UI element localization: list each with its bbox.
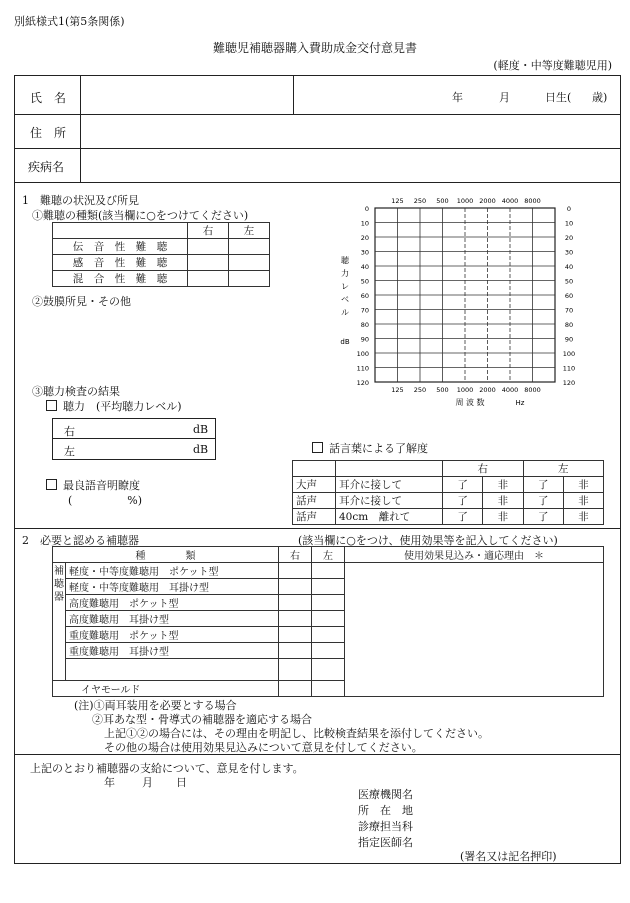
speech-understanding-label: 話言葉による了解度: [312, 440, 428, 456]
table-row: 大声 耳介に接して 了 非 了 非: [293, 477, 604, 493]
freq-tick-label: 2000: [479, 386, 496, 394]
aid-right-cell[interactable]: [279, 579, 312, 595]
aid-left-cell[interactable]: [312, 627, 345, 643]
db-tick-label: 90: [564, 335, 574, 344]
freq-tick-label: 1000: [456, 386, 474, 394]
hearing-level-checkbox[interactable]: [46, 400, 57, 411]
table-row: イヤモールド: [53, 681, 604, 697]
xlabel: 周 波 数: [455, 398, 485, 407]
ylabel-char: レ: [341, 282, 349, 291]
page-title: 難聴児補聴器購入費助成金交付意見書: [212, 41, 417, 55]
disease-label: 疾病名: [28, 160, 65, 174]
aid-right-cell[interactable]: [279, 595, 312, 611]
subtitle: (軽度・中等度難聴児用): [493, 59, 612, 72]
footer-statement: 上記のとおり補聴器の支給について、意見を付します。: [30, 762, 304, 775]
section2-instruction: (該当欄に○をつけ、使用効果等を記入してください): [298, 534, 558, 547]
ylabel-char: ル: [341, 308, 349, 317]
db-tick-label: 50: [360, 277, 369, 286]
hearing-right-label: 右: [64, 425, 75, 438]
freq-tick-label: 125: [391, 386, 404, 394]
note-2: ②耳あな型・骨導式の補聴器を適応する場合: [92, 713, 312, 726]
earmold-left-cell[interactable]: [312, 681, 345, 697]
section2-heading: 2 必要と認める補聴器: [22, 534, 139, 547]
db-tick-label: 70: [564, 306, 574, 315]
birth-year-label: 年: [452, 91, 463, 104]
note-3: 上記①②の場合には、その理由を明記し、比較検査結果を添付してください。: [104, 727, 489, 740]
aid-right-cell[interactable]: [279, 627, 312, 643]
ylabel-char: ベ: [341, 295, 349, 304]
aid-left-cell[interactable]: [312, 579, 345, 595]
form-code: 別紙様式1(第5条関係): [14, 15, 125, 28]
hearing-type-table: 右 左 伝 音 性 難 聴 感 音 性 難 聴 混 合 性 難 聴: [52, 222, 270, 287]
type-right-cell[interactable]: [188, 239, 229, 255]
footer-year: 年: [104, 776, 115, 789]
address-label: 住 所: [30, 126, 67, 140]
db-tick-label: 10: [564, 219, 574, 228]
hearing-left-db: dB: [193, 443, 209, 456]
note-1: (注)①両耳装用を必要とする場合: [74, 699, 237, 712]
db-tick-label: 100: [562, 350, 576, 358]
table-row: 重度難聴用 耳掛け型: [53, 643, 604, 659]
type-right-cell[interactable]: [188, 271, 229, 287]
disease-field[interactable]: [84, 151, 614, 179]
group-label: 補聴器: [53, 563, 66, 681]
db-tick-label: 70: [360, 306, 369, 315]
department-label: 診療担当科: [358, 820, 413, 833]
aid-left-cell[interactable]: [312, 563, 345, 579]
table-row: 補聴器 軽度・中等度難聴用 ポケット型: [53, 563, 604, 579]
type-left-cell[interactable]: [229, 239, 270, 255]
db-tick-label: 90: [360, 335, 369, 344]
db-tick-label: 100: [356, 350, 369, 358]
hearing-right-db: dB: [193, 423, 209, 436]
freq-tick-label: 500: [436, 197, 449, 205]
earmold-right-cell[interactable]: [279, 681, 312, 697]
freq-tick-label: 1000: [456, 197, 474, 205]
type-left-cell[interactable]: [229, 271, 270, 287]
db-unit-label: dB: [340, 338, 350, 346]
table-row: 重度難聴用 ポケット型: [53, 627, 604, 643]
db-tick-label: 30: [564, 248, 574, 257]
freq-tick-label: 4000: [501, 197, 519, 205]
db-tick-label: 10: [360, 219, 369, 228]
aid-right-cell[interactable]: [279, 643, 312, 659]
db-tick-label: 60: [360, 292, 369, 300]
db-tick-label: 120: [356, 379, 369, 387]
footer-day: 日: [176, 776, 187, 789]
speech-table: 右 左 大声 耳介に接して 了 非 了 非 話声 耳介に接して 了 非 了 非 話声 40cm 離れて 了 非 了 非: [292, 460, 604, 525]
section1-heading: 1 難聴の状況及び所見: [22, 194, 139, 207]
hz-unit-label: Hz: [515, 399, 525, 407]
db-tick-label: 40: [360, 263, 369, 271]
hearing-left-label: 左: [64, 445, 75, 458]
footer-month: 月: [142, 776, 153, 789]
best-speech-label: 最良語音明瞭度: [46, 477, 140, 493]
db-tick-label: 50: [564, 277, 574, 286]
freq-tick-label: 125: [391, 197, 404, 205]
section1-sub2: ②鼓膜所見・その他: [32, 295, 131, 308]
aid-right-cell[interactable]: [279, 611, 312, 627]
type-left-cell[interactable]: [229, 255, 270, 271]
table-row: 感 音 性 難 聴: [53, 255, 270, 271]
doctor-label: 指定医師名: [358, 836, 413, 849]
best-speech-percent[interactable]: ( %): [68, 494, 143, 507]
db-tick-label: 80: [360, 321, 369, 329]
note-4: その他の場合は使用効果見込みについて意見を付してください。: [104, 741, 423, 754]
db-tick-label: 120: [562, 379, 576, 387]
freq-tick-label: 2000: [479, 197, 496, 205]
freq-tick-label: 250: [413, 386, 427, 394]
address-field[interactable]: [84, 117, 614, 145]
db-tick-label: 20: [360, 234, 369, 242]
section1-sub3: ③聴力検査の結果: [32, 385, 120, 398]
freq-tick-label: 250: [413, 197, 427, 205]
hearing-level-label: 聴力 (平均聴力レベル): [46, 398, 182, 414]
hearing-level-box: [52, 418, 216, 460]
type-right-cell[interactable]: [188, 255, 229, 271]
audiogram-chart[interactable]: [330, 190, 590, 415]
birth-day-label: 日生(: [545, 91, 572, 104]
signature-note: (署名又は記名押印): [460, 850, 557, 863]
table-row: 混 合 性 難 聴: [53, 271, 270, 287]
freq-tick-label: 4000: [501, 386, 519, 394]
db-tick-label: 0: [364, 205, 369, 213]
db-tick-label: 30: [360, 248, 369, 257]
birth-month-label: 月: [499, 91, 510, 104]
address-label-footer: 所 在 地: [358, 804, 413, 817]
speech-checkbox[interactable]: [312, 442, 323, 453]
ylabel-char: 聴: [341, 256, 349, 265]
table-row: 軽度・中等度難聴用 耳掛け型: [53, 579, 604, 595]
age-label: 歳): [592, 91, 608, 104]
name-label: 氏 名: [30, 91, 67, 105]
table-row: 伝 音 性 難 聴: [53, 239, 270, 255]
freq-tick-label: 8000: [524, 197, 541, 205]
aid-left-cell[interactable]: [312, 611, 345, 627]
freq-tick-label: 500: [436, 386, 449, 394]
institution-label: 医療機関名: [358, 788, 413, 801]
section1-sub1: ①難聴の種類(該当欄に○をつけてください): [32, 209, 249, 222]
table-row: 話声 40cm 離れて 了 非 了 非: [293, 509, 604, 525]
aid-left-cell[interactable]: [312, 643, 345, 659]
db-tick-label: 0: [566, 205, 572, 213]
db-tick-label: 110: [562, 364, 576, 373]
ylabel-char: 力: [341, 269, 349, 278]
db-tick-label: 60: [564, 292, 574, 300]
table-row: 高度難聴用 耳掛け型: [53, 611, 604, 627]
aid-right-cell[interactable]: [279, 563, 312, 579]
freq-tick-label: 8000: [524, 386, 541, 394]
db-tick-label: 110: [356, 364, 369, 373]
table-row: 話声 耳介に接して 了 非 了 非: [293, 493, 604, 509]
db-tick-label: 80: [564, 321, 574, 329]
db-tick-label: 40: [564, 263, 574, 271]
table-row: 高度難聴用 ポケット型: [53, 595, 604, 611]
aid-left-cell[interactable]: [312, 595, 345, 611]
hearing-aid-table: 種 類 右 左 使用効果見込み・適応理由 ＊ 補聴器 軽度・中等度難聴用 ポケット型 軽度・中等度難聴用 耳掛け型 高度難聴用 ポケット型 高度難聴用 耳掛け型 重度難聴用 ポケット型 重度難聴用 耳掛け型 イヤモールド: [52, 546, 604, 697]
name-field[interactable]: [84, 80, 290, 112]
best-speech-checkbox[interactable]: [46, 479, 57, 490]
reason-field[interactable]: [345, 563, 604, 697]
db-tick-label: 20: [564, 234, 574, 242]
